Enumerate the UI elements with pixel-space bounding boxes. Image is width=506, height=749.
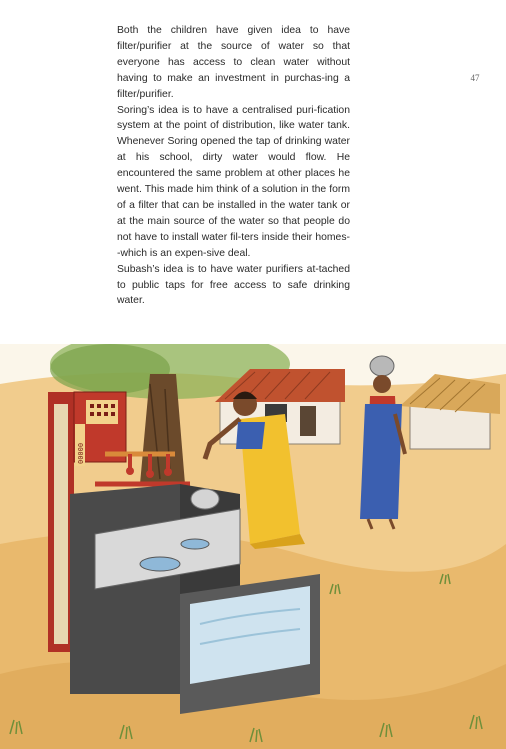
paragraph-soring-idea: Soring’s idea is to have a centralised puri-fication system at the point of distribution, like water tank. Whenever Soring opened the tap of drinking water at his school, dirty water would flow. He encountered the same problem at other places he went. This made him think of a solution in the form of a filter that can be installed in the water tank or at the main source of the water so that people do not have to install water fil-ters inside their homes--which is an expen-sive deal.	[117, 104, 350, 259]
page-number: 47	[470, 73, 480, 83]
paragraph-subash-idea: Subash’s idea is to have water purifiers at-tached to public taps for free access to safe drinking water.	[117, 263, 350, 307]
purifier-panel-text: 00000	[77, 442, 85, 464]
water-tank-illustration	[0, 344, 506, 749]
paragraph-filter-idea: Both the children have given idea to have filter/purifier at the source of water so that everyone has access to clean water without having to make an investment in purchas-ing a filter/purifier.	[117, 25, 350, 100]
body-text	[117, 23, 350, 309]
